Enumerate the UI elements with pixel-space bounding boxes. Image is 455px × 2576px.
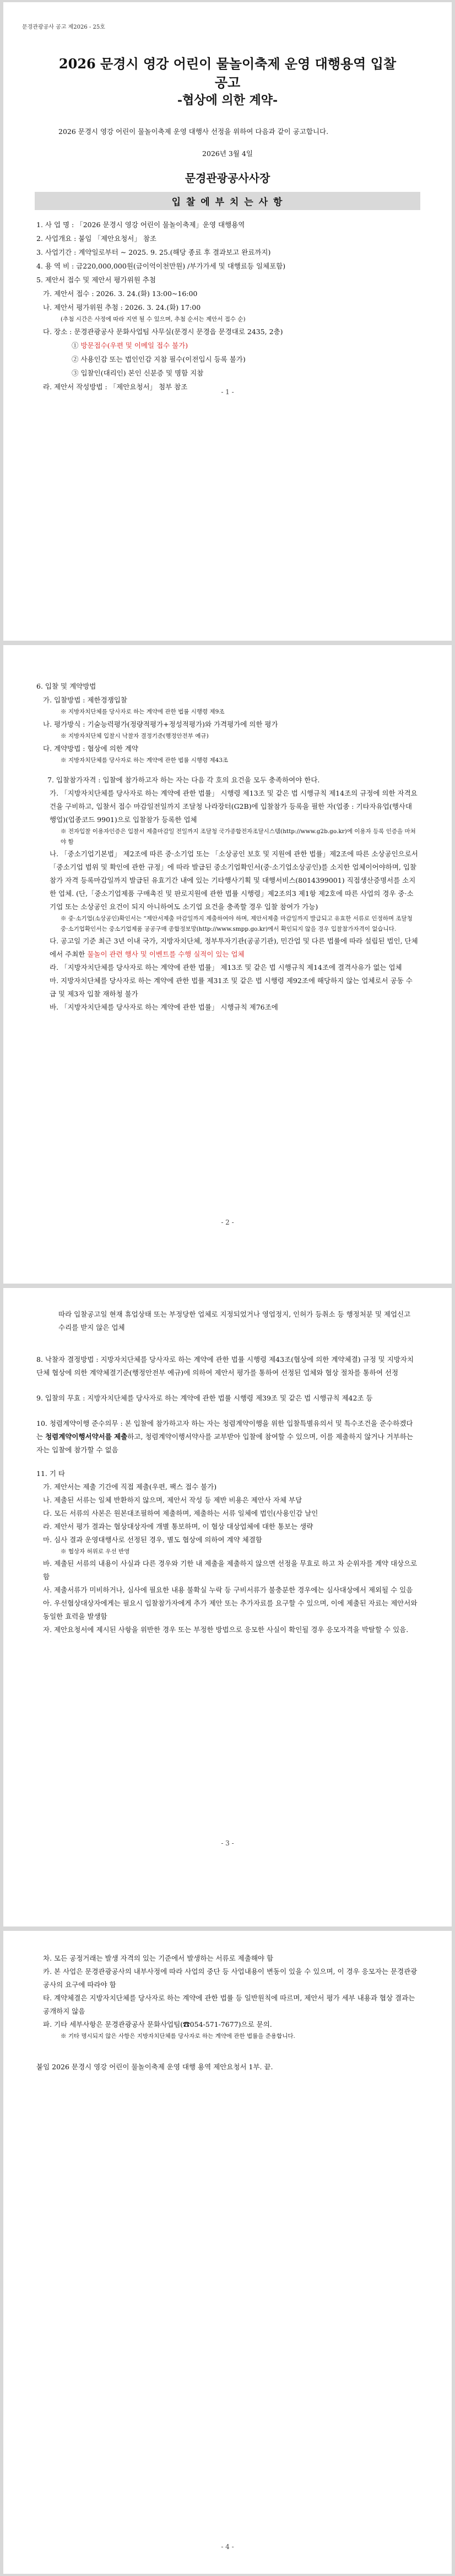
item-draw-note: (추첨 시간은 사정에 따라 지연 될 수 있으며, 추첨 순서는 제안서 접수 순) xyxy=(61,316,246,323)
document-page-1 xyxy=(3,2,452,641)
item-others-e-note: ※ 협상자 허위로 우선 반영 xyxy=(61,1548,130,1555)
item-location-1-num: ① xyxy=(72,341,81,350)
item-integrity-bold: 청렴계약이행서약서를 제출 xyxy=(45,1432,128,1441)
item-qualification: 7. 입찰참가자격 : 입찰에 참가하고자 하는 자는 다음 각 호의 요건을 모두 충족하여야 한다. xyxy=(47,776,320,784)
item-bid-method: 6. 입찰 및 계약방법 xyxy=(36,682,96,690)
item-others-g: 사. 제출서류가 미비하거나, 심사에 필요한 내용 불확실 누락 등 구비서류가 불충분한 경우에는 심사대상에서 제외될 수 있음 xyxy=(43,1586,413,1594)
organization-name: 문경관광공사사장 xyxy=(185,171,270,185)
item-committee-draw: 나. 제안서 평가위원 추첨 : 2026. 3. 24.(화) 17:00 xyxy=(43,303,201,312)
announce-date: 2026년 3월 4일 xyxy=(202,149,253,158)
item-overview: 2. 사업개요 : 붙임 「제안요청서」 참조 xyxy=(36,234,156,243)
document-page-4 xyxy=(3,1931,452,2574)
item-location-1-red: 방문접수(우편 및 이메일 접수 불가) xyxy=(80,341,188,350)
item-qual-d: 라. 「지방자치단체를 당사자로 하는 계약에 관한 법률」 제13조 및 같은 법 시행규칙 제14조에 결격사유가 없는 업체 xyxy=(50,963,402,972)
item-location-2: ② 사용인감 또는 법인인감 지참 필수(이전입시 등록 불가) xyxy=(72,355,246,363)
item-qual-c-red: 물놀이 관련 행사 및 이벤트를 수행 실적이 있는 업체 xyxy=(87,950,245,958)
item-eval-method: 나. 평가방식 : 기술능력평가(정량적평가+정성적평가)와 가격평가에 의한 평가 xyxy=(43,720,278,728)
page-number-4: - 4 - xyxy=(221,2543,234,2551)
attachment-line: 붙임 2026 문경시 영강 어린이 물놀이축제 운영 대행 용역 제안요청서 1부. 끝. xyxy=(36,2063,273,2071)
document-page-3 xyxy=(3,1288,452,1926)
item-location-3: ③ 입찰인(대리인) 본인 신분증 및 명함 지참 xyxy=(72,369,204,377)
item-others-i: 자. 제안요청서에 제시된 사항을 위반한 경우 또는 부정한 방법으로 응모한 사실이 확인될 경우 응모자격을 박탈할 수 있음. xyxy=(43,1625,409,1634)
item-others-e: 마. 심사 결과 운영대행사로 선정된 경우, 별도 협상에 의하여 계약 체결함 xyxy=(43,1536,262,1544)
item-qual-b: 나. 「중소기업기본법」 제2조에 따른 중·소기업 또는 「소상공인 보호 및 지원에 관한 법률」제2조에 따른 소상공인으로서 「중소기업 범위 및 확인에 관한 규정」에 따라 발급된 중소기업확인서(중·소기업소상공인)를 소지한 업체이어야하며, 입찰참가 자격 등록마감일까지 발급된 유효기간 내에 있는 기타행사기획 및 대행서비스(8014399001) 직접생산증명서를 소지한 업체. (단,「중소기업제품 구매촉진 및 판로지원에 관한 법률 시행령」제2조의3 제1항 제2호에 따른 사업의 경우 중·소기업 또는 소상공인 요건이 되지 아니하여도 소기업 요건을 충족할 경우 입찰 참여가 가능) xyxy=(50,850,418,911)
item-qual-e: 마. 지방자치단체를 당사자로 하는 계약에 관한 법률 제31조 및 같은 법 시행령 제92조에 해당하지 않는 업체로서 공동 수급 및 제3자 입찰 재하청 불가 xyxy=(50,976,413,998)
item-qual-a: 가. 「지방자치단체를 당사자로 하는 계약에 관한 법률」 시행령 제13조 및 같은 법 시행규칙 제14조의 규정에 의한 자격요건을 구비하고, 입찰서 접수 마감일전일까지 조달청 나라장터(G2B)에 입찰참가 등록을 필한 자(업종 : 기타자유업(행사대행업)(업종코드 9901)으로 입찰참가 등록한 업체 xyxy=(50,789,418,824)
item-qual-b-note: ※ 중·소기업(소상공인)확인서는 “제안서제출 마감일까지 제출하여야 하며, 제안서제출 마감일까지 발급되고 유효한 서류로 인정하며 조달청 중·소기업확인서는 중소기업제품 공공구매 종합정보망(http://www.smpp.go.kr)에서 확인되지 않을 경우 입찰참가자격이 없습니다. xyxy=(61,915,413,932)
item-period: 3. 사업기간 : 계약일로부터 ~ 2025. 9. 25.(해당 종료 후 결과보고 완료까지) xyxy=(36,248,271,256)
item-others-a: 가. 제안서는 제출 기간에 직접 제출(우편, 팩스 접수 불가) xyxy=(43,1483,217,1491)
header-note: 문경관광공사 공고 제2026 - 25호 xyxy=(22,24,105,30)
item-others-m-note: ※ 기타 명시되지 않은 사항은 지방자치단체를 당사자로 하는 계약에 관한 법률을 준용합니다. xyxy=(61,2033,295,2040)
document-page-2 xyxy=(3,645,452,1284)
document-subtitle: -협상에 의한 계약- xyxy=(177,93,278,108)
page-number-1: - 1 - xyxy=(221,388,234,396)
item-eval-method-note: ※ 지방자치단체 입찰시 낙찰자 결정기준(행정안전부 예규) xyxy=(61,733,209,739)
item-writing-method: 라. 제안서 작성방법 : 「제안요청서」 첨부 참조 xyxy=(43,383,188,391)
document-title: 2026 문경시 영강 어린이 물놀이축제 운영 대행용역 입찰 공고 xyxy=(58,56,397,90)
item-location-1 xyxy=(36,339,419,352)
page-number-3: - 3 - xyxy=(221,1839,234,1847)
item-qual-a-note: ※ 전자입찰 이용자인증은 입찰서 제출마감일 전일까지 조달청 국가종합전자조달시스템(http://www.g2b.go.kr)에 이용자 등록 인증을 마쳐야 함 xyxy=(61,828,416,845)
item-qual-c xyxy=(36,935,419,961)
item-contract-method-note: ※ 지방자치단체를 당사자로 하는 계약에 관한 법률 시행령 제43조 xyxy=(61,757,229,764)
intro-text: 2026 문경시 영강 어린이 물놀이축제 운영 대행사 선정을 위하여 다음과 같이 공고합니다. xyxy=(58,127,329,136)
item-bid-type: 가. 입찰방법 : 제한경쟁입찰 xyxy=(43,696,127,704)
item-cost: 4. 용 역 비 : 금220,000,000원(금이억이천만원) /부가가세 및 대행료등 일체포함) xyxy=(36,262,286,270)
item-qual-f-cont: 따라 입찰공고일 현재 휴업상태 또는 부정당한 업체로 지정되었거나 영업정지, 인허가 등취소 등 행정처분 및 제업신고 수리를 받지 않은 업체 xyxy=(58,1310,411,1332)
item-others: 11. 기 타 xyxy=(36,1469,65,1478)
item-contract-method: 다. 계약방법 : 협상에 의한 계약 xyxy=(43,744,138,753)
item-award-method: 8. 낙찰자 결정방법 : 지방자치단체를 당사자로 하는 계약에 관한 법률 시행령 제43조(협상에 의한 계약체결) 규정 및 지방자치단체 협상에 의한 계약체결기준(행정안전부 예규)에 의하여 제안서 평가를 통하여 선정된 업체와 협상 절차를 통하여 선정 xyxy=(36,1355,414,1377)
item-project-name: 1. 사 업 명 : 「2026 문경시 영강 어린이 물놀이축제」운영 대행용역 xyxy=(36,221,245,229)
section-banner: 입 찰 에 부 치 는 사 항 xyxy=(35,192,420,210)
item-others-l: 타. 계약체결은 지방자치단체를 당사자로 하는 계약에 관한 법률 등 일반원칙에 따르며, 제안서 평가 세부 내용과 협상 결과는 공개하지 않음 xyxy=(43,1994,415,2015)
item-proposal-submission: 5. 제안서 접수 및 제안서 평가위원 추첨 xyxy=(36,276,156,284)
item-others-j: 차. 모든 공정거래는 발생 자격의 있는 기준에서 발생하는 서류로 제출해야 함 xyxy=(43,1954,274,1962)
item-others-h: 아. 우선협상대상자에게는 필요시 입찰참가자에게 추가 제안 또는 추가자료를 요구할 수 있으며, 이에 제출된 자료는 제안서와 동일한 효력을 발생함 xyxy=(43,1599,418,1620)
item-location: 다. 장소 : 문경관광공사 문화사업팀 사무실(문경시 문경읍 문경대로 2435, 2층) xyxy=(43,328,283,336)
item-bid-type-note: ※ 지방자치단체를 당사자로 하는 계약에 관한 법률 시행령 제9조 xyxy=(61,709,225,715)
page-number-2: - 2 - xyxy=(221,1219,234,1226)
item-others-b: 나. 제출된 서류는 일체 반환하지 않으며, 제안서 작성 등 제반 비용은 제안사 자체 부담 xyxy=(43,1496,302,1504)
item-integrity-post: 하고, 청렴계약이행서약사를 교부받아 입찰에 참여할 수 있으며, 이를 제출하지 않거나 거부하는 자는 입찰에 참가할 수 없음 xyxy=(36,1432,413,1454)
item-bid-invalid: 9. 입찰의 무효 : 지방자치단체를 당사자로 하는 계약에 관한 법률 시행령 제39조 및 같은 법 시행규칙 제42조 등 xyxy=(36,1394,373,1402)
item-others-m: 파. 기타 세부사항은 문경관광공사 문화사업팀(☎054-571-7677)으로 문의. xyxy=(43,2020,272,2028)
item-qual-c-text: 다. 공고일 기준 최근 3년 이내 국가, 지방자치단체, 정부투자기관(공공기관), 민간업 및 다른 법률에 따라 설립된 법인, 단체에서 주최한 xyxy=(50,937,418,958)
item-others-f: 바. 제출된 서류의 내용이 사실과 다른 경우와 기한 내 제출을 제출하지 않으면 선정을 무효로 하고 차 순위자를 계약 대상으로 함 xyxy=(43,1559,418,1581)
item-others-c: 다. 모든 서류의 사본은 원본대조필하여 제출하며, 제출하는 서류 일체에 법인(사용인감 날인 xyxy=(43,1509,318,1517)
item-qual-f: 바. 「지방자치단체를 당사자로 하는 계약에 관한 법률」 시행규칙 제76조에 xyxy=(50,1003,278,1011)
item-integrity xyxy=(36,1417,419,1457)
item-others-k: 카. 본 사업은 문경관광공사의 내부사정에 따라 사업의 중단 등 사업내용이 변동이 있을 수 있으며, 이 경우 응모자는 문경관광공사의 요구에 따라야 함 xyxy=(43,1967,418,1989)
item-others-d: 라. 제안서 평가 결과는 협상대상자에 개별 통보하며, 이 협상 대상업체에 대한 통보는 생략 xyxy=(43,1522,313,1531)
item-integrity-pre: 10. 청렴계약이행 준수의무 : 본 입찰에 참가하고자 하는 자는 청렴계약이행을 위한 입찰특별유의서 및 특수조건을 준수하겠다는 xyxy=(36,1419,413,1441)
item-submission-time: 가. 제안서 접수 : 2026. 3. 24.(화) 13:00~16:00 xyxy=(43,289,198,298)
